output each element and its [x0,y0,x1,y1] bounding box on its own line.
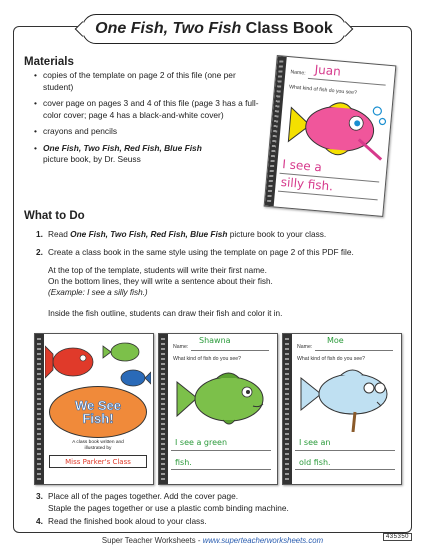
student-name: Shawna [199,336,231,345]
footer-link[interactable]: www.superteacherworksheets.com [202,536,324,545]
what-to-do-heading: What to Do [24,210,85,222]
green-fish-drawing [173,368,273,430]
student-name: Moe [327,336,344,345]
step-2: 2. Create a class book in the same style using the template on page 2 of this PDF file. [36,247,354,257]
binding-spine [35,334,44,484]
binding-spine [283,334,292,484]
page-title: One Fish, Two Fish Class Book [95,20,333,37]
template-instructions: At the top of the template, students will write their first name. On the bottom lines, they will write a sentence about their fish. (Example: I see a silly fish.) [48,266,273,298]
step-3: 3. Place all of the pages together. Add the cover page. Staple the pages together or use a plastic comb binding machine. [36,491,289,513]
worksheet-code: 435350 [383,533,412,541]
list-item: • crayons and pencils [34,126,259,138]
cover-fish-illustration [45,336,151,390]
pink-fish-drawing [281,93,390,166]
student-name: Juan [314,62,342,79]
drawing-instructions: Inside the fish outline, students can draw their fish and color it in. [48,309,283,318]
sample-page-shawna: Name: Shawna What kind of fish do you see? I see a green fish. [158,333,278,485]
list-item: • cover page on pages 3 and 4 of this file (page 3 has a full-color cover; page 4 has a black-and-white cover) [34,98,259,121]
materials-heading: Materials [24,56,74,68]
binding-spine [159,334,168,484]
materials-list [34,70,259,171]
old-blue-fish-drawing [297,366,397,432]
sample-page-juan: Name: Juan What kind of fish do you see? I see a silly fish. [264,55,397,217]
list-item: • One Fish, Two Fish, Red Fish, Blue Fish picture book, by Dr. Seuss [34,143,259,166]
footer: Super Teacher Worksheets - www.superteacherworksheets.com [101,536,324,545]
sample-page-moe: Name: Moe What kind of fish do you see? I see an old fish. [282,333,402,485]
step-4: 4. Read the finished book aloud to your class. [36,516,207,526]
title-banner [82,14,346,44]
cover-page-sample: We See Fish! A class book written and illustrated by Miss Parker's Class [34,333,154,485]
class-name-box: Miss Parker's Class [49,455,147,468]
cover-title-oval: We See Fish! [49,386,147,438]
list-item: • copies of the template on page 2 of this file (one per student) [34,70,259,93]
step-1: 1. Read One Fish, Two Fish, Red Fish, Blue Fish picture book to your class. [36,229,327,239]
